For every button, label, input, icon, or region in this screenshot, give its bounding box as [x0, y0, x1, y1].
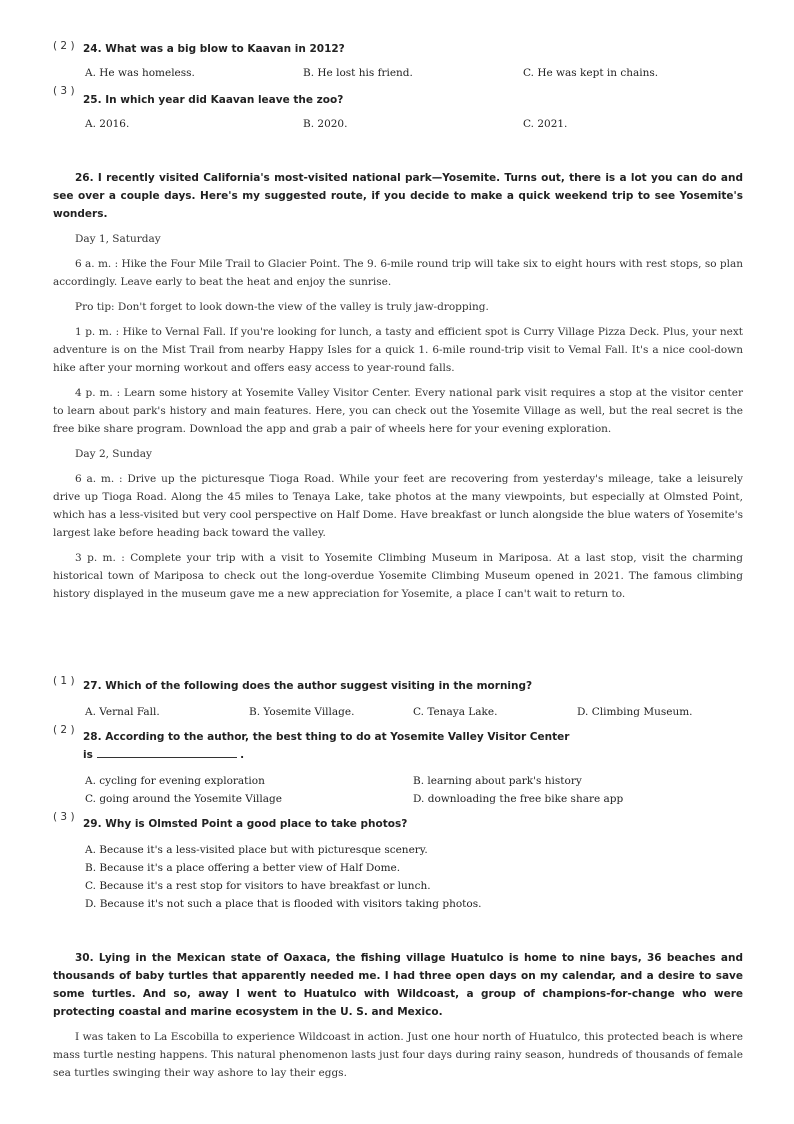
passage-paragraph: Pro tip: Don't forget to look down-the view of the valley is truly jaw-dropping. — [75, 301, 489, 313]
question-number: ( 3 ) — [53, 811, 75, 823]
option-b[interactable]: B. Because it's a place offering a better view of Half Dome. — [85, 862, 401, 874]
options-25 — [53, 115, 723, 133]
question-number: ( 3 ) — [53, 85, 75, 97]
passage-paragraph: 1 p. m. : Hike to Vernal Fall. If you're looking for lunch, a tasty and efficient spot is Curry Village Pizza Deck. Plus, your next adventure is on the Mist Trail from nearby Happy Isles for a quick 1. 6-mile round-trip visit to Vemal Fall. It's a nice cool-down hike after your morning workout and offers easy access to year-round falls. — [53, 326, 743, 374]
options-27 — [53, 703, 737, 721]
passage-paragraph: 6 a. m. : Hike the Four Mile Trail to Glacier Point. The 9. 6-mile round trip will take six to eight hours with rest stops, so plan accordingly. Leave early to beat the heat and enjoy the sunrise. — [53, 258, 743, 288]
passage-intro: 30. Lying in the Mexican state of Oaxaca, the fishing village Huatulco is home to nine bays, 36 beaches and thousands of baby turtles that apparently needed me. I had three open days on my calendar, and a desire to save some turtles. And so, away I went to Huatulco with Wildcoast, a group of champions-for-change who were protecting coastal and marine ecosystem in the U. S. and Mexico. — [53, 952, 743, 1018]
option-a[interactable]: A. Because it's a less-visited place but with picturesque scenery. — [85, 844, 428, 856]
option-c[interactable]: C. Because it's a rest stop for visitors to have breakfast or lunch. — [85, 880, 431, 892]
option-c[interactable]: C. He was kept in chains. — [523, 67, 659, 79]
question-text: 24. What was a big blow to Kaavan in 2012? — [83, 43, 345, 55]
option-a[interactable]: A. 2016. — [85, 118, 130, 130]
question-text: 25. In which year did Kaavan leave the zoo? — [83, 94, 344, 106]
passage-paragraph: 6 a. m. : Drive up the picturesque Tioga Road. While your feet are recovering from yesterday's mileage, take a leisurely drive up Tioga Road. Along the 45 miles to Tenaya Lake, take photos at the many viewpoints, but especially at Olmsted Point, which has a less-visited but very cool perspective on Half Dome. Have breakfast or lunch alongside the blue waters of Yosemite's largest lake before heading back toward the valley. — [53, 473, 743, 539]
passage-paragraph: 3 p. m. : Complete your trip with a visit to Yosemite Climbing Museum in Mariposa. At a last stop, visit the charming historical town of Mariposa to check out the long-overdue Yosemite Climbing Museum opened in 2021. The famous climbing history displayed in the museum gave me a new appreciation for Yosemite, a place I can't wait to return to. — [53, 552, 743, 600]
question-text-is: is — [83, 749, 93, 761]
option-b[interactable]: B. learning about park's history — [413, 775, 582, 787]
answer-blank[interactable] — [97, 746, 237, 758]
question-number: ( 2 ) — [53, 40, 75, 52]
option-c[interactable]: C. Tenaya Lake. — [413, 706, 498, 718]
option-d[interactable]: D. Because it's not such a place that is flooded with visitors taking photos. — [85, 898, 482, 910]
passage-intro: 26. I recently visited California's most-visited national park—Yosemite. Turns out, there is a lot you can do and see over a couple days. Here's my suggested route, if you decide to make a quick weekend trip to see Yosemite's wonders. — [53, 172, 743, 220]
option-d[interactable]: D. downloading the free bike share app — [413, 793, 624, 805]
question-number: ( 2 ) — [53, 724, 75, 736]
question-text: 29. Why is Olmsted Point a good place to take photos? — [83, 818, 408, 830]
passage-30 — [53, 949, 743, 1082]
question-29 — [53, 811, 743, 833]
question-text: 28. According to the author, the best thing to do at Yosemite Valley Visitor Center — [83, 731, 570, 743]
option-c[interactable]: C. going around the Yosemite Village — [85, 793, 282, 805]
passage-paragraph: 4 p. m. : Learn some history at Yosemite Valley Visitor Center. Every national park visit requires a stop at the visitor center to learn about park's history and main features. Here, you can check out the Yosemite Village as well, but the real secret is the free bike share program. Download the app and grab a pair of wheels here for your evening exploration. — [53, 387, 743, 435]
option-a[interactable]: A. He was homeless. — [85, 67, 195, 79]
options-28 — [53, 772, 733, 808]
passage-paragraph: Day 1, Saturday — [75, 233, 161, 245]
question-text-continued — [53, 746, 743, 764]
option-d[interactable]: D. Climbing Museum. — [577, 706, 693, 718]
options-24 — [53, 64, 723, 82]
option-b[interactable]: B. 2020. — [303, 118, 348, 130]
passage-paragraph: Day 2, Sunday — [75, 448, 152, 460]
question-24 — [53, 40, 743, 58]
question-text-period: . — [240, 749, 245, 761]
option-b[interactable]: B. He lost his friend. — [303, 67, 413, 79]
question-25 — [53, 85, 743, 109]
option-a[interactable]: A. Vernal Fall. — [85, 706, 160, 718]
question-text: 27. Which of the following does the author suggest visiting in the morning? — [83, 680, 533, 692]
option-b[interactable]: B. Yosemite Village. — [249, 706, 355, 718]
passage-26 — [53, 169, 743, 603]
option-c[interactable]: C. 2021. — [523, 118, 568, 130]
option-a[interactable]: A. cycling for evening exploration — [85, 775, 265, 787]
question-27 — [53, 675, 743, 695]
passage-paragraph: I was taken to La Escobilla to experience Wildcoast in action. Just one hour north of Huatulco, this protected beach is where mass turtle nesting happens. This natural phenomenon lasts just four days during rainy season, hundreds of thousands of female sea turtles swinging their way ashore to lay their eggs. — [53, 1031, 743, 1079]
question-number: ( 1 ) — [53, 675, 75, 687]
options-29 — [53, 841, 745, 913]
question-28 — [53, 724, 743, 764]
